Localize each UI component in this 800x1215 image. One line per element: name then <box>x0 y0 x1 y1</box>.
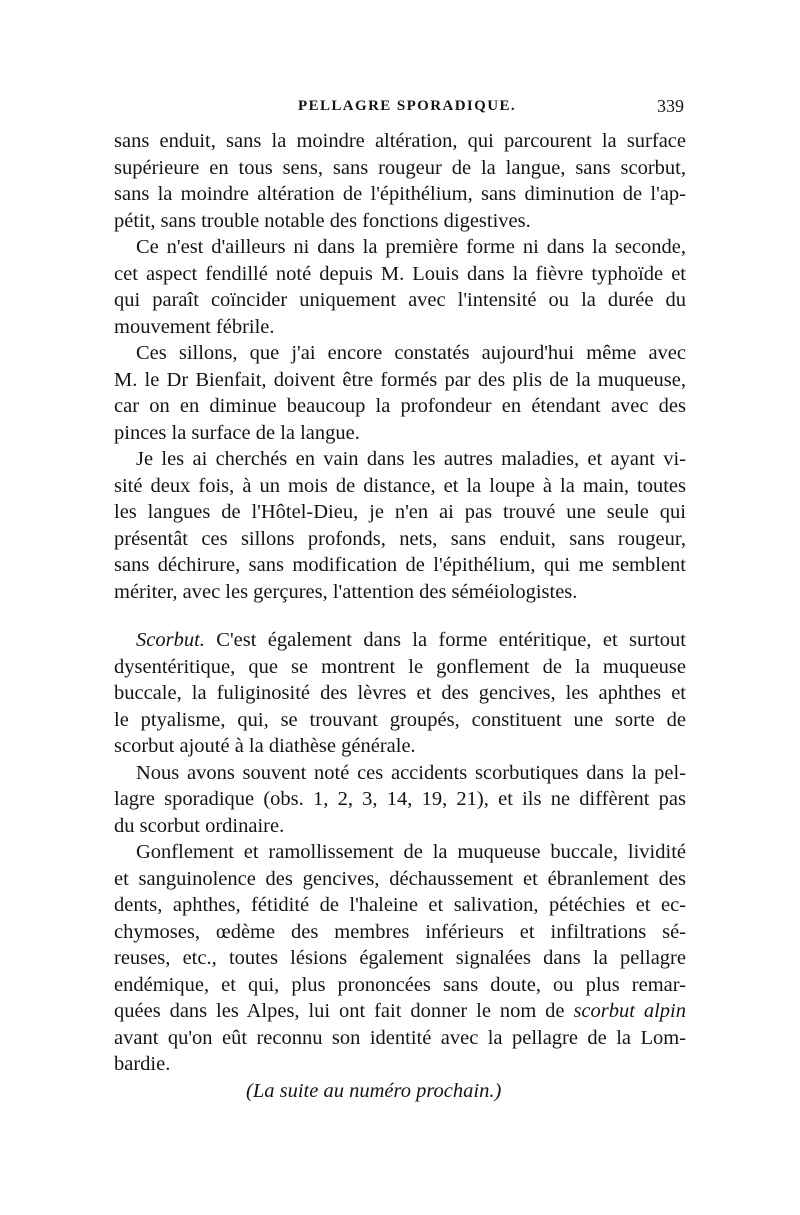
section-heading-scorbut: Scorbut. <box>136 629 205 651</box>
text-line: pinces la surface de la langue. <box>114 421 360 444</box>
text-line: dents, aphthes, fétidité de l'haleine et salivation, pétéchies et ec- <box>114 894 686 916</box>
text-line: buccale, la fuliginosité des lèvres et des gencives, les aphthes et <box>114 682 686 704</box>
text-line: cet aspect fendillé noté depuis M. Louis dans la fièvre typhoïde et <box>114 262 686 285</box>
text-line: qui paraît coïncider uniquement avec l'intensité ou la durée du <box>114 289 686 311</box>
text-line: du scorbut ordinaire. <box>114 814 285 837</box>
text-fragment: C'est également dans la forme entéritique, et surtout <box>204 629 686 651</box>
text-line: avant qu'on eût reconnu son identité avec la pellagre de la Lom- <box>114 1026 686 1049</box>
text-line: Gonflement et ramollissement de la muqueuse buccale, lividité <box>136 841 686 863</box>
text-line: chymoses, œdème des membres inférieurs et infiltrations sé- <box>114 920 686 943</box>
section-gap <box>114 605 686 627</box>
paragraph-1 <box>114 128 686 234</box>
text-line: mériter, avec les gerçures, l'attention des séméiologistes. <box>114 580 578 603</box>
text-line: mouvement fébrile. <box>114 315 275 338</box>
text-line: bardie. <box>114 1053 171 1075</box>
paragraph-6 <box>114 760 686 840</box>
text-line: dysentéritique, que se montrent le gonflement de la muqueuse <box>114 655 686 678</box>
text-line: sans la moindre altération de l'épithélium, sans diminution de l'ap- <box>114 183 686 205</box>
paragraph-scorbut <box>114 627 686 760</box>
text-line: sans déchirure, sans modification de l'épithélium, qui me semblent <box>114 554 686 576</box>
running-title: PELLAGRE SPORADIQUE. <box>298 98 517 114</box>
page-header <box>114 92 686 128</box>
text-line: Ces sillons, que j'ai encore constatés aujourd'hui même avec <box>136 342 686 364</box>
text-line: et sanguinolence des gencives, déchaussement et ébranlement des <box>114 867 686 890</box>
text-line: sité deux fois, à un mois de distance, et la loupe à la main, toutes <box>114 474 686 497</box>
text-line: le ptyalisme, qui, se trouvant groupés, constituent une sorte de <box>114 708 686 731</box>
text-line <box>114 998 686 1025</box>
text-line: sans enduit, sans la moindre altération, qui parcourent la surface <box>114 130 686 152</box>
text-line: Nous avons souvent noté ces accidents scorbutiques dans la pel- <box>136 761 686 784</box>
text-line: endémique, et qui, plus prononcées sans doute, ou plus remar- <box>114 973 686 996</box>
paragraph-3 <box>114 340 686 446</box>
text-line: M. le Dr Bienfait, doivent être formés par des plis de la muqueuse, <box>114 368 686 391</box>
paragraph-7 <box>114 839 686 1078</box>
text-line: Ce n'est d'ailleurs ni dans la première forme ni dans la seconde, <box>136 236 686 258</box>
text-fragment: quées dans les Alpes, lui ont fait donner le nom de <box>114 1000 574 1022</box>
continuation-note: (La suite au numéro prochain.) <box>246 1080 502 1102</box>
text-line <box>114 627 686 654</box>
italic-term: scorbut alpin <box>573 1000 686 1022</box>
text-line: supérieure en tous sens, sans rougeur de la langue, sans scorbut, <box>114 156 686 179</box>
paragraph-4 <box>114 446 686 605</box>
page-number: 339 <box>657 96 684 116</box>
text-line: lagre sporadique (obs. 1, 2, 3, 14, 19, 21), et ils ne diffèrent pas <box>114 788 686 810</box>
book-page <box>114 92 686 1078</box>
text-line: présentât ces sillons profonds, nets, sans enduit, sans rougeur, <box>114 527 686 550</box>
text-line: car on en diminue beaucoup la profondeur en étendant avec des <box>114 395 686 417</box>
text-line: scorbut ajouté à la diathèse générale. <box>114 735 416 757</box>
text-line: Je les ai cherchés en vain dans les autres maladies, et ayant vi- <box>136 448 686 470</box>
text-line: les langues de l'Hôtel-Dieu, je n'en ai pas trouvé une seule qui <box>114 501 686 523</box>
text-line: pétit, sans trouble notable des fonctions digestives. <box>114 209 531 232</box>
text-line: reuses, etc., toutes lésions également signalées dans la pellagre <box>114 947 686 969</box>
paragraph-2 <box>114 234 686 340</box>
